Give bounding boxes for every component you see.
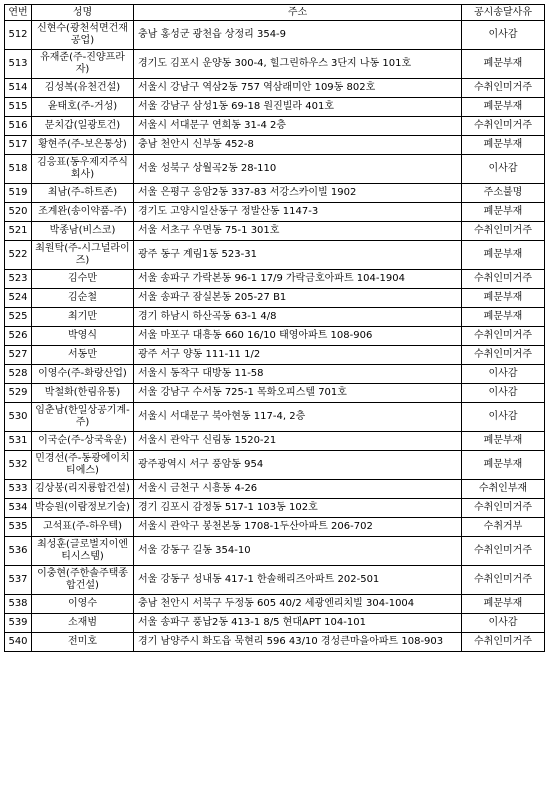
row-number: 525 (5, 308, 32, 327)
table-row (5, 403, 545, 432)
table-row (5, 21, 545, 50)
row-address: 서울시 관악구 봉천본동 1708-1두산아파트 206-702 (134, 518, 462, 537)
row-reason: 이사감 (462, 365, 545, 384)
table-row (5, 79, 545, 98)
table-row (5, 566, 545, 595)
row-name: 박승원(이람정보기술) (32, 499, 134, 518)
row-address: 서울 송파구 잠실본동 205-27 B1 (134, 289, 462, 308)
table-row (5, 289, 545, 308)
row-number: 512 (5, 21, 32, 50)
row-reason: 수취인미거주 (462, 633, 545, 652)
row-name: 박철화(한림유통) (32, 384, 134, 403)
row-reason: 폐문부재 (462, 98, 545, 117)
row-reason: 수취인미거주 (462, 270, 545, 289)
row-reason: 수취인미거주 (462, 117, 545, 136)
row-number: 531 (5, 432, 32, 451)
row-address: 서울시 서대문구 북아현동 117-4, 2층 (134, 403, 462, 432)
table-row (5, 184, 545, 203)
row-name: 신현수(광천석면건재공업) (32, 21, 134, 50)
row-reason: 수취거부 (462, 518, 545, 537)
table-row (5, 537, 545, 566)
table-row (5, 518, 545, 537)
row-address: 경기 남양주시 화도읍 묵현리 596 43/10 경성큰마을아파트 108-903 (134, 633, 462, 652)
row-name: 최원탁(주-시그널라이즈) (32, 241, 134, 270)
row-number: 540 (5, 633, 32, 652)
row-name: 김순철 (32, 289, 134, 308)
table-row (5, 451, 545, 480)
row-name: 전미호 (32, 633, 134, 652)
row-reason: 폐문부재 (462, 50, 545, 79)
table-row (5, 241, 545, 270)
row-number: 535 (5, 518, 32, 537)
row-number: 520 (5, 203, 32, 222)
header-no: 연번 (5, 5, 32, 21)
row-number: 539 (5, 614, 32, 633)
row-number: 519 (5, 184, 32, 203)
row-address: 서울시 관악구 신림동 1520-21 (134, 432, 462, 451)
row-reason: 폐문부재 (462, 136, 545, 155)
row-reason: 이사감 (462, 614, 545, 633)
row-name: 고석표(주-하우텍) (32, 518, 134, 537)
row-number: 532 (5, 451, 32, 480)
row-number: 518 (5, 155, 32, 184)
row-reason: 폐문부재 (462, 432, 545, 451)
row-address: 서울 송파구 풍납2동 413-1 8/5 현대APT 104-101 (134, 614, 462, 633)
row-name: 윤태호(주-거성) (32, 98, 134, 117)
table-row (5, 270, 545, 289)
table-row (5, 203, 545, 222)
notice-table (4, 4, 545, 652)
row-name: 유재준(주-진양프라자) (32, 50, 134, 79)
header-reason: 공시송달사유 (462, 5, 545, 21)
table-row (5, 117, 545, 136)
table-row (5, 222, 545, 241)
row-reason: 수취인미거주 (462, 327, 545, 346)
row-address: 서울 강동구 성내동 417-1 한솔해리즈아파트 202-501 (134, 566, 462, 595)
row-address: 서울 서초구 우면동 75-1 301호 (134, 222, 462, 241)
row-reason: 수취인미거주 (462, 222, 545, 241)
row-address: 경기 김포시 감정동 517-1 103동 102호 (134, 499, 462, 518)
table-row (5, 136, 545, 155)
table-row (5, 327, 545, 346)
header-name: 성명 (32, 5, 134, 21)
table-row (5, 499, 545, 518)
row-address: 서울 성북구 상월곡2동 28-110 (134, 155, 462, 184)
header-row (5, 5, 545, 21)
row-name: 이영수(주-화랑산업) (32, 365, 134, 384)
row-name: 김상봉(리지룡합건설) (32, 480, 134, 499)
row-name: 최남(주-하트존) (32, 184, 134, 203)
table-row (5, 633, 545, 652)
table-row (5, 346, 545, 365)
page (4, 4, 545, 652)
row-name: 이충현(주한솔주택종합건설) (32, 566, 134, 595)
row-address: 서울 강남구 삼성1동 69-18 원진빌라 401호 (134, 98, 462, 117)
row-number: 528 (5, 365, 32, 384)
row-address: 서울시 서대문구 연희동 31-4 2층 (134, 117, 462, 136)
row-name: 서동만 (32, 346, 134, 365)
row-reason: 수취인부재 (462, 480, 545, 499)
header-address: 주소 (134, 5, 462, 21)
row-reason: 주소불명 (462, 184, 545, 203)
row-reason: 수취인미거주 (462, 537, 545, 566)
row-address: 충남 천안시 신부동 452-8 (134, 136, 462, 155)
row-reason: 수취인미거주 (462, 566, 545, 595)
row-reason: 폐문부재 (462, 595, 545, 614)
row-number: 524 (5, 289, 32, 308)
row-number: 526 (5, 327, 32, 346)
row-address: 광주 서구 양동 111-11 1/2 (134, 346, 462, 365)
row-address: 서울 마포구 대흥동 660 16/10 태영아파트 108-906 (134, 327, 462, 346)
row-number: 536 (5, 537, 32, 566)
row-reason: 수취인미거주 (462, 79, 545, 98)
table-row (5, 384, 545, 403)
row-number: 529 (5, 384, 32, 403)
row-reason: 폐문부재 (462, 289, 545, 308)
row-address: 서울 강남구 수서동 725-1 목화오피스텔 701호 (134, 384, 462, 403)
row-name: 이영수 (32, 595, 134, 614)
row-address: 서울시 금천구 시흥동 4-26 (134, 480, 462, 499)
row-number: 527 (5, 346, 32, 365)
table-row (5, 98, 545, 117)
table-row (5, 432, 545, 451)
row-name: 이국순(주-상국육운) (32, 432, 134, 451)
row-number: 534 (5, 499, 32, 518)
row-name: 황현주(주-보은통상) (32, 136, 134, 155)
row-address: 서울 강동구 길동 354-10 (134, 537, 462, 566)
row-name: 박종남(비스코) (32, 222, 134, 241)
row-address: 서울시 강남구 역삼2동 757 역삼래미안 109동 802호 (134, 79, 462, 98)
row-address: 광주광역시 서구 풍암동 954 (134, 451, 462, 480)
row-address: 서울시 동작구 대방동 11-58 (134, 365, 462, 384)
table-row (5, 50, 545, 79)
row-number: 513 (5, 50, 32, 79)
row-name: 민경선(주-동광에이치티에스) (32, 451, 134, 480)
table-row (5, 595, 545, 614)
row-number: 515 (5, 98, 32, 117)
row-address: 경기도 김포시 운양동 300-4, 힐그린하우스 3단지 나동 101호 (134, 50, 462, 79)
row-number: 517 (5, 136, 32, 155)
row-reason: 이사감 (462, 384, 545, 403)
row-reason: 폐문부재 (462, 203, 545, 222)
row-reason: 이사감 (462, 403, 545, 432)
row-address: 충남 천안시 서북구 두정동 605 40/2 세광엔리치빌 304-1004 (134, 595, 462, 614)
table-row (5, 365, 545, 384)
row-reason: 이사감 (462, 155, 545, 184)
row-name: 김수만 (32, 270, 134, 289)
row-name: 최기만 (32, 308, 134, 327)
row-number: 521 (5, 222, 32, 241)
row-number: 537 (5, 566, 32, 595)
row-name: 문치갑(일광토건) (32, 117, 134, 136)
row-reason: 수취인미거주 (462, 499, 545, 518)
row-name: 박영식 (32, 327, 134, 346)
row-number: 522 (5, 241, 32, 270)
row-reason: 이사감 (462, 21, 545, 50)
row-name: 임춘남(한일상공기계-주) (32, 403, 134, 432)
row-reason: 수취인미거주 (462, 346, 545, 365)
row-number: 530 (5, 403, 32, 432)
row-number: 533 (5, 480, 32, 499)
row-address: 서울 송파구 가락본동 96-1 17/9 가락금호아파트 104-1904 (134, 270, 462, 289)
row-address: 경기 하남시 하산곡동 63-1 4/8 (134, 308, 462, 327)
row-reason: 폐문부재 (462, 241, 545, 270)
row-number: 538 (5, 595, 32, 614)
row-name: 조계완(송이약품-주) (32, 203, 134, 222)
row-reason: 폐문부재 (462, 308, 545, 327)
table-row (5, 308, 545, 327)
table-row (5, 614, 545, 633)
row-name: 최성훈(글로벌지이엔티시스템) (32, 537, 134, 566)
row-address: 경기도 고양시일산동구 정발산동 1147-3 (134, 203, 462, 222)
row-address: 광주 동구 계림1동 523-31 (134, 241, 462, 270)
row-name: 김성복(유천건설) (32, 79, 134, 98)
row-number: 516 (5, 117, 32, 136)
row-address: 서울 은평구 응암2동 337-83 서강스카이빌 1902 (134, 184, 462, 203)
row-name: 소재범 (32, 614, 134, 633)
row-name: 김응표(동우제지주식회사) (32, 155, 134, 184)
row-reason: 폐문부재 (462, 451, 545, 480)
table-row (5, 155, 545, 184)
row-number: 523 (5, 270, 32, 289)
row-address: 충남 홍성군 광천읍 상정리 354-9 (134, 21, 462, 50)
table-row (5, 480, 545, 499)
row-number: 514 (5, 79, 32, 98)
